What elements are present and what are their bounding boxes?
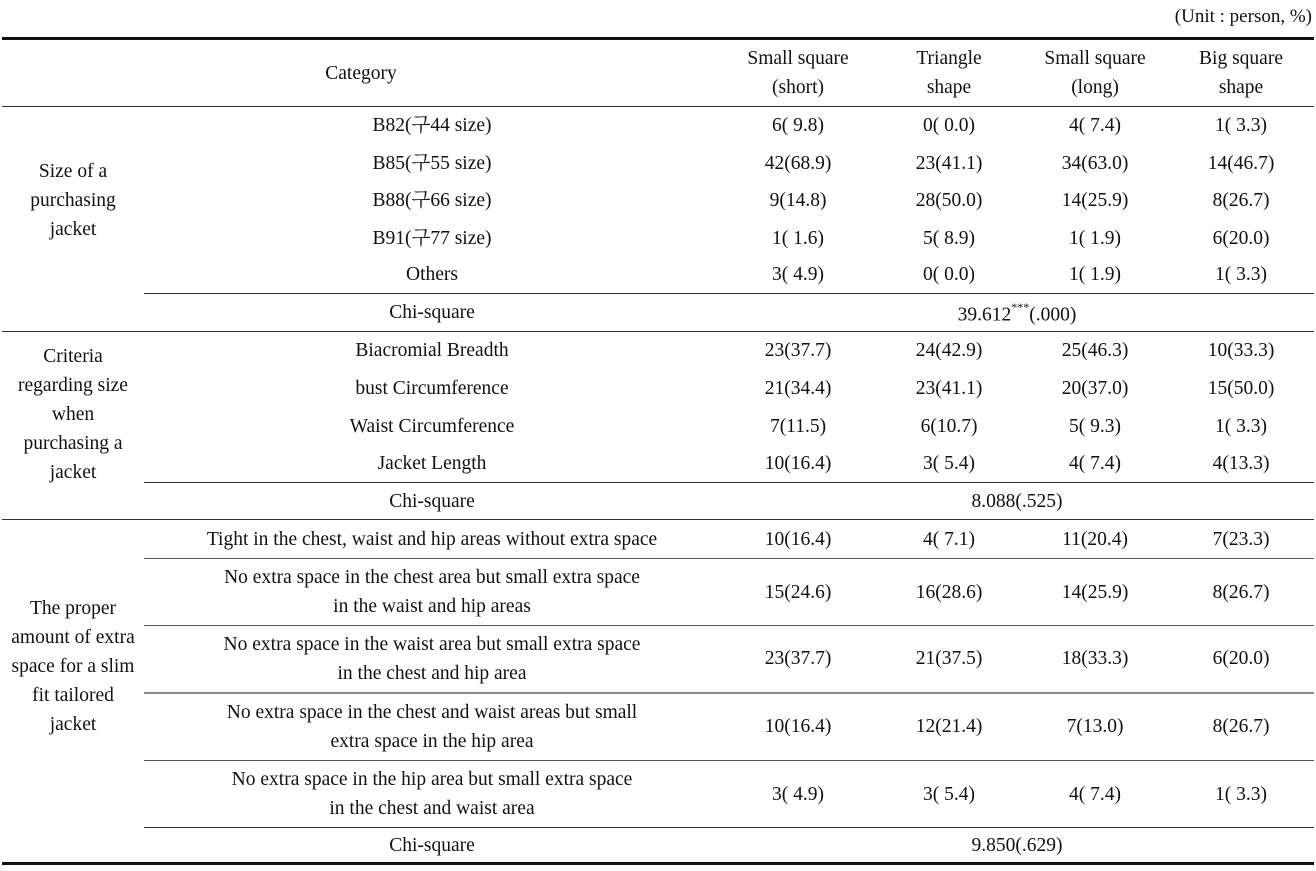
section-title-extra-space: The proper amount of extra space for a slim fit tailored jacket (2, 520, 144, 864)
cell-value: 0( 0.0) (923, 115, 976, 137)
cell-value: 14(25.9) (1022, 559, 1168, 626)
chi-square-value (720, 294, 1314, 332)
cell-value: 1( 3.3) (1215, 416, 1268, 437)
header-col-triangle-shape: Triangle shape (876, 39, 1022, 107)
unit-note: (Unit : person, %) (1174, 6, 1312, 27)
table-row (2, 520, 1314, 559)
cell-value: 6(10.7) (920, 416, 978, 437)
row-label: B91(구77 size) (372, 227, 492, 249)
cell-value: 0( 0.0) (923, 264, 976, 286)
cell-value: 4( 7.1) (923, 528, 976, 550)
table-row (2, 145, 1314, 182)
cell-value: 1( 3.3) (1215, 115, 1268, 137)
row-label: bust Circumference (355, 378, 509, 399)
table-row (2, 761, 1314, 828)
chi-square-row (2, 294, 1314, 332)
cell-value: 18(33.3) (1022, 626, 1168, 693)
cell-value: 14(46.7) (1207, 152, 1275, 174)
cell-value: 4( 7.4) (1022, 761, 1168, 828)
cell-value: 28(50.0) (915, 190, 983, 211)
table-row (2, 408, 1314, 446)
table-row (2, 370, 1314, 408)
chi-square-p: (.000) (1029, 304, 1077, 326)
header-col-small-square-short: Small square (short) (720, 39, 876, 107)
cell-value: 7(23.3) (1212, 528, 1270, 550)
cell-value: 4( 7.4) (1069, 115, 1122, 137)
cell-value: 16(28.6) (876, 559, 1022, 626)
cell-value: 4( 7.4) (1069, 453, 1122, 475)
row-label: B88(구66 size) (372, 190, 492, 211)
table-row (2, 446, 1314, 483)
cell-value: 8(26.7) (1212, 190, 1270, 211)
row-label: No extra space in the hip area but small extra space in the chest and waist area (144, 761, 720, 828)
cell-value: 23(37.7) (764, 340, 832, 362)
cell-value: 1( 1.9) (1069, 227, 1122, 249)
cell-value: 42(68.9) (764, 152, 832, 174)
table-row (2, 220, 1314, 257)
chi-square-label: Chi-square (144, 828, 720, 864)
header-category: Category (2, 39, 720, 107)
cell-value: 25(46.3) (1061, 340, 1129, 362)
cell-value: 4(13.3) (1212, 453, 1270, 475)
row-label: B85(구55 size) (372, 152, 492, 174)
cell-value: 12(21.4) (876, 693, 1022, 761)
cell-value: 24(42.9) (915, 340, 983, 362)
chi-square-value: 9.850(.629) (720, 828, 1314, 864)
chi-square-stat: 39.612 (957, 304, 1012, 326)
cell-value: 1( 1.9) (1069, 264, 1122, 286)
row-label: Jacket Length (377, 453, 487, 475)
cell-value: 1( 3.3) (1215, 264, 1268, 286)
cell-value: 5( 9.3) (1069, 416, 1122, 437)
cell-value: 11(20.4) (1062, 528, 1128, 550)
cell-value: 23(37.7) (720, 626, 876, 693)
cell-value: 10(16.4) (764, 453, 832, 475)
header-col-big-square-shape: Big square shape (1168, 39, 1314, 107)
row-label: No extra space in the chest area but small extra space in the waist and hip areas (144, 559, 720, 626)
section-title-criteria: Criteria regarding size when purchasing a jacket (2, 332, 144, 520)
cell-value: 15(50.0) (1207, 378, 1275, 399)
cell-value: 21(34.4) (764, 378, 832, 399)
row-label: No extra space in the chest and waist areas but small extra space in the hip area (144, 693, 720, 761)
cell-value: 8(26.7) (1168, 693, 1314, 761)
table-row (2, 332, 1314, 370)
chi-square-row (2, 483, 1314, 520)
results-table (2, 37, 1314, 865)
row-label: No extra space in the waist area but small extra space in the chest and hip area (144, 626, 720, 693)
chi-square-label: Chi-square (144, 294, 720, 332)
cell-value: 6(20.0) (1212, 227, 1270, 249)
row-label: B82(구44 size) (372, 115, 492, 137)
table-row (2, 257, 1314, 294)
cell-value: 6(20.0) (1168, 626, 1314, 693)
cell-value: 8(26.7) (1168, 559, 1314, 626)
row-label: Waist Circumference (349, 416, 515, 437)
cell-value: 10(16.4) (764, 528, 832, 550)
table-row (2, 182, 1314, 220)
row-label: Biacromial Breadth (355, 340, 509, 362)
cell-value: 23(41.1) (915, 152, 983, 174)
cell-value: 10(16.4) (720, 693, 876, 761)
cell-value: 3( 4.9) (772, 264, 825, 286)
cell-value: 14(25.9) (1061, 190, 1129, 211)
table-row (2, 107, 1314, 145)
significance-marker: *** (1011, 300, 1030, 315)
section-title-size: Size of a purchasing jacket (2, 107, 144, 332)
row-label: Others (406, 264, 458, 286)
cell-value: 23(41.1) (915, 378, 983, 399)
cell-value: 1( 3.3) (1168, 761, 1314, 828)
header-row (2, 39, 1314, 107)
cell-value: 3( 4.9) (720, 761, 876, 828)
cell-value: 3( 5.4) (923, 453, 976, 475)
header-col-small-square-long: Small square (long) (1022, 39, 1168, 107)
cell-value: 15(24.6) (720, 559, 876, 626)
cell-value: 7(11.5) (769, 416, 827, 437)
cell-value: 5( 8.9) (923, 227, 976, 249)
chi-square-row (2, 828, 1314, 864)
cell-value: 21(37.5) (876, 626, 1022, 693)
cell-value: 20(37.0) (1061, 378, 1129, 399)
cell-value: 7(13.0) (1022, 693, 1168, 761)
table-row (2, 626, 1314, 693)
table-row (2, 559, 1314, 626)
cell-value: 1( 1.6) (772, 227, 825, 249)
cell-value: 10(33.3) (1207, 340, 1275, 362)
cell-value: 3( 5.4) (876, 761, 1022, 828)
cell-value: 9(14.8) (769, 190, 827, 211)
row-label: Tight in the chest, waist and hip areas without extra space (206, 528, 658, 550)
table-row (2, 693, 1314, 761)
cell-value: 6( 9.8) (772, 115, 825, 137)
chi-square-label: Chi-square (144, 483, 720, 520)
cell-value: 34(63.0) (1061, 152, 1129, 174)
chi-square-value: 8.088(.525) (720, 483, 1314, 520)
